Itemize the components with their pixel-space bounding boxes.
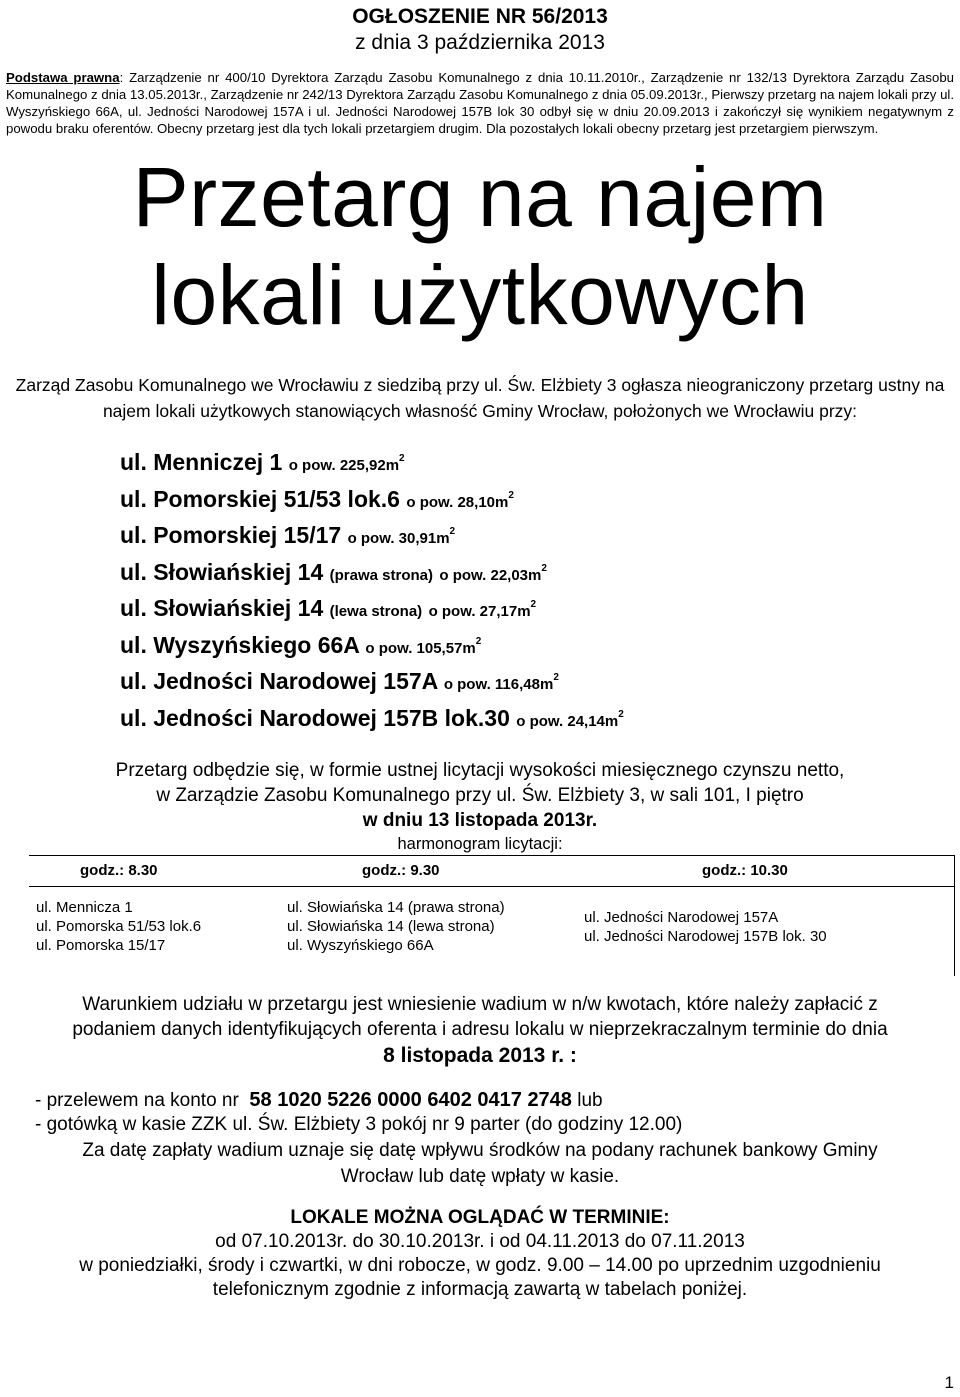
list-item: ul. Pomorska 15/17 [36,937,166,954]
property-area: o pow. $116,48m^2$ [443,672,559,693]
schedule-column-3 [584,908,827,946]
property-address: ul. Wyszyńskiego 66A [120,631,360,658]
schedule-column-2 [287,898,505,955]
property-area: o pow. $105,57m^2$ [365,635,482,657]
schedule-time-2: godz.: 9.30 [362,862,440,879]
intro-paragraph: Zarząd Zasobu Komunalnego we Wrocławiu z siedzibą przy ul. Św. Elżbiety 3 ogłasza nieograniczony przetarg ustny na najem lokali użytkowych stanowiących własność Gminy Wrocław, położonych we Wrocławiu przy: [15,375,945,421]
deposit-deadline: 8 listopada 2013 r. : [383,1044,577,1067]
payment-date-note [0,1138,960,1190]
property-area: o pow. $225,92m^2$ [288,453,405,474]
list-item: ul. Słowiańska 14 (lewa strona) [287,918,495,935]
bank-account-number: 58 1020 5226 0000 6402 0417 2748 [249,1089,572,1111]
list-item: ul. Pomorska 51/53 lok.6 [36,918,202,935]
property-address: ul. Słowiańskiej 14 [120,558,324,585]
list-item: ul. Mennicza 1 [36,899,133,916]
page-number: 1 [944,1373,954,1392]
property-address: ul. Słowiańskiej 14 [120,595,324,621]
property-item [120,627,960,664]
auction-date: w dniu 13 listopada 2013r. [362,810,598,831]
announcement-date: z dnia 3 października 2013 [355,31,605,54]
property-address: ul. Jedności Narodowej 157B lok.30 [120,704,510,731]
property-item [120,517,960,554]
property-area: o pow. $27,17m^2$ [428,599,537,620]
property-item [120,481,960,518]
property-area: o pow. $28,10m^2$ [406,489,514,511]
auction-conditions [0,758,960,833]
schedule-time-3: godz.: 10.30 [702,862,788,879]
property-address: ul. Jedności Narodowej 157A [120,668,438,694]
viewing-line-2: w poniedziałki, środy i czwartki, w dni robocze, w godz. 9.00 – 14.00 po uprzednim uzgodnieniu [79,1255,881,1276]
legal-basis-label: Podstawa prawna [6,70,120,85]
legal-basis-text: Zarządzenie nr 400/10 Dyrektora Zarządu Zasobu Komunalnego z dnia 10.11.2010r., Zarządzenie nr 132/13 Dyrektora Zarządu Zasobu Komunalnego z dnia 13.05.2013r., Zarządzenie nr 242/13 Dyrektora Zarządu Zasobu Komunalnego z dnia 05.09.2013r., Pierwszy przetarg na najem lokali przy ul. Wyszyńskiego 66A, ul. Jedności Narodowej 157A i ul. Jedności Narodowej 157B lok 30 odbył się w dniu 20.09.2013 i zakończył się wynikiem negatywnym z powodu braku oferentów. Obecny przetarg jest dla tych lokali przetargiem drugim. Dla pozostałych lokali obecny przetarg jest przetargiem pierwszym. [6,70,954,136]
viewing-line-3: telefonicznym zgodnie z informacją zawartą w tabelach poniżej. [212,1279,748,1300]
schedule-label: harmonogram licytacji: [397,835,563,853]
property-area: o pow. $22,03m^2$ [439,562,547,584]
property-item [120,554,960,591]
list-item: ul. Jedności Narodowej 157A [584,909,779,926]
list-item: ul. Wyszyńskiego 66A [287,937,434,954]
announcement-number: OGŁOSZENIE NR 56/2013 [352,5,608,28]
list-item: ul. Słowiańska 14 (prawa strona) [287,899,505,916]
property-item [120,444,960,481]
viewing-dates: od 07.10.2013r. do 30.10.2013r. i od 04.11.2013 do 07.11.2013 [215,1231,745,1252]
list-item: ul. Jedności Narodowej 157B lok. 30 [584,928,827,945]
property-address: ul. Menniczej 1 [120,449,283,475]
property-address: ul. Pomorskiej 51/53 lok.6 [120,485,400,512]
property-address: ul. Pomorskiej 15/17 [120,522,342,548]
property-area: o pow. $30,91m^2$ [347,526,456,547]
viewing-heading: LOKALE MOŻNA OGLĄDAĆ W TERMINIE: [290,1207,670,1228]
payment-date-line-1: Za datę zapłaty wadium uznaje się datę wpływu środków na podany rachunek bankowy Gminy [82,1140,878,1161]
header [0,4,960,56]
property-list [120,444,960,736]
schedule-column-1 [36,898,201,955]
property-area: o pow. $24,14m^2$ [516,708,624,730]
deposit-line-2: podaniem danych identyfikujących oferenta i adresu lokalu w nieprzekraczalnym terminie do dnia [72,1019,888,1040]
deposit-line-1: Warunkiem udziału w przetargu jest wniesienie wadium w n/w kwotach, które należy zapłacić z [82,994,878,1015]
deposit-conditions [0,992,960,1070]
property-item [120,663,960,700]
schedule-time-1: godz.: 8.30 [80,862,158,879]
payment-transfer: - przelewem na konto nr 58 1020 5226 0000 6402 0417 2748 lub [35,1089,603,1111]
viewing-info [0,1206,960,1302]
main-title-line-2: lokali użytkowych [151,248,809,342]
schedule-divider [29,886,954,887]
schedule-table [29,855,955,976]
main-title-line-1: Przetarg na najem [132,150,828,244]
payment-date-line-2: Wrocław lub datę wpłaty w kasie. [340,1166,620,1187]
payment-methods [35,1088,682,1137]
property-item [120,700,960,737]
payment-cash: - gotówką w kasie ZZK ul. Św. Elżbiety 3 pokój nr 9 parter (do godziny 12.00) [35,1114,683,1135]
main-title [0,148,960,344]
property-item [120,590,960,627]
property-note: (lewa strona) [329,603,423,620]
property-note: (prawa strona) [329,566,433,584]
conditions-line-1: Przetarg odbędzie się, w formie ustnej licytacji wysokości miesięcznego czynszu netto, [115,760,845,781]
conditions-line-2: w Zarządzie Zasobu Komunalnego przy ul. Św. Elżbiety 3, w sali 101, I piętro [156,785,804,806]
legal-basis: Podstawa prawna: Zarządzenie nr 400/10 Dyrektora Zarządu Zasobu Komunalnego z dnia 10.11.2010r., Zarządzenie nr 132/13 Dyrektora Zarządu Zasobu Komunalnego z dnia 13.05.2013r., Zarządzenie nr 242/13 Dyrektora Zarządu Zasobu Komunalnego z dnia 05.09.2013r., Pierwszy przetarg na najem lokali przy ul. Wyszyńskiego 66A, ul. Jedności Narodowej 157A i ul. Jedności Narodowej 157B lok 30 odbył się w dniu 20.09.2013 i zakończył się wynikiem negatywnym z powodu braku oferentów. Obecny przetarg jest dla tych lokali przetargiem drugim. Dla pozostałych lokali obecny przetarg jest przetargiem pierwszym. [6,70,954,136]
